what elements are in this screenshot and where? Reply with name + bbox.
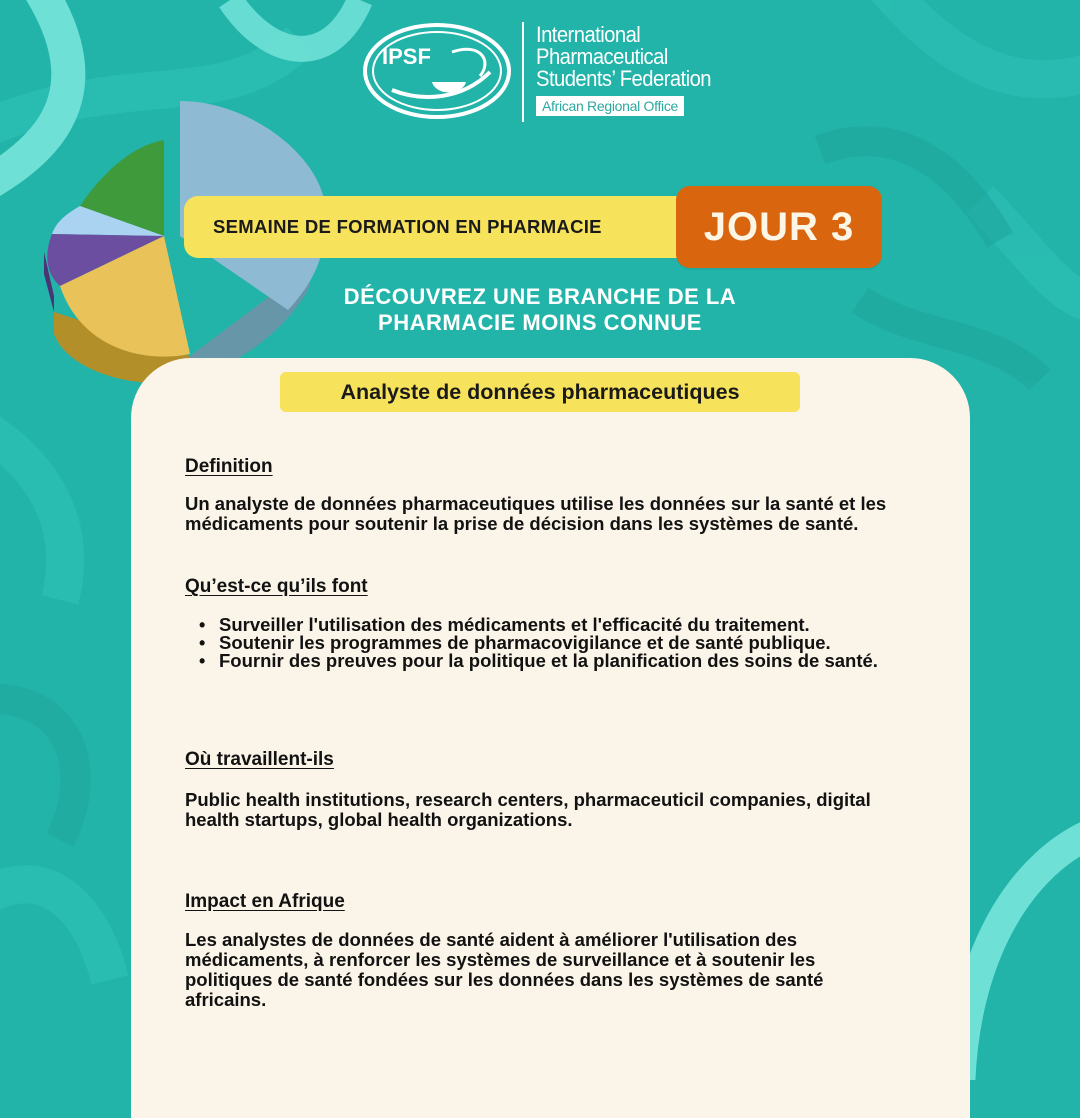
org-name-line-1: International	[536, 22, 641, 47]
list-item: • Surveiller l'utilisation des médicaments et l'efficacité du traitement.	[185, 616, 905, 634]
org-name	[536, 24, 736, 90]
logo-text: IPSF	[382, 44, 431, 69]
what-heading: Qu’est-ce qu’ils font	[185, 576, 368, 597]
ipsf-logo-block	[362, 22, 722, 124]
logo-divider	[522, 22, 524, 122]
org-name-line-3: Students’ Federation	[536, 66, 711, 91]
subtitle-line-1: DÉCOUVREZ UNE BRANCHE DE LA	[343, 284, 737, 309]
what-list	[185, 616, 905, 670]
training-week-banner	[184, 196, 704, 258]
org-name-line-2: Pharmaceutical	[536, 44, 668, 69]
subtitle-line-2: PHARMACIE MOINS CONNUE	[378, 310, 702, 335]
day-label: JOUR 3	[703, 204, 855, 249]
impact-text: Les analystes de données de santé aident à améliorer l'utilisation des médicaments, à renforcer les systèmes de surveillance et à soutenir les politiques de santé fondées sur les données dans les systèmes de santé africains.	[185, 929, 824, 1010]
list-item: • Soutenir les programmes de pharmacovigilance et de santé publique.	[185, 634, 905, 652]
where-heading: Où travaillent-ils	[185, 749, 334, 770]
list-item: • Fournir des preuves pour la politique et la planification des soins de santé.	[185, 652, 905, 670]
impact-heading: Impact en Afrique	[185, 891, 345, 912]
office-badge: African Regional Office	[536, 96, 684, 116]
where-text: Public health institutions, research centers, pharmaceuticil companies, digital health startups, global health organizations.	[185, 789, 871, 830]
definition-text: Un analyste de données pharmaceutiques utilise les données sur la santé et les médicaments pour soutenir la prise de décision dans les systèmes de santé.	[185, 493, 887, 534]
day-badge	[676, 186, 882, 268]
banner-label: SEMAINE DE FORMATION EN PHARMACIE	[213, 216, 602, 237]
page-subtitle	[300, 284, 780, 336]
definition-heading: Definition	[185, 456, 273, 477]
card-title: Analyste de données pharmaceutiques	[280, 372, 800, 412]
ipsf-emblem-icon	[362, 22, 512, 120]
